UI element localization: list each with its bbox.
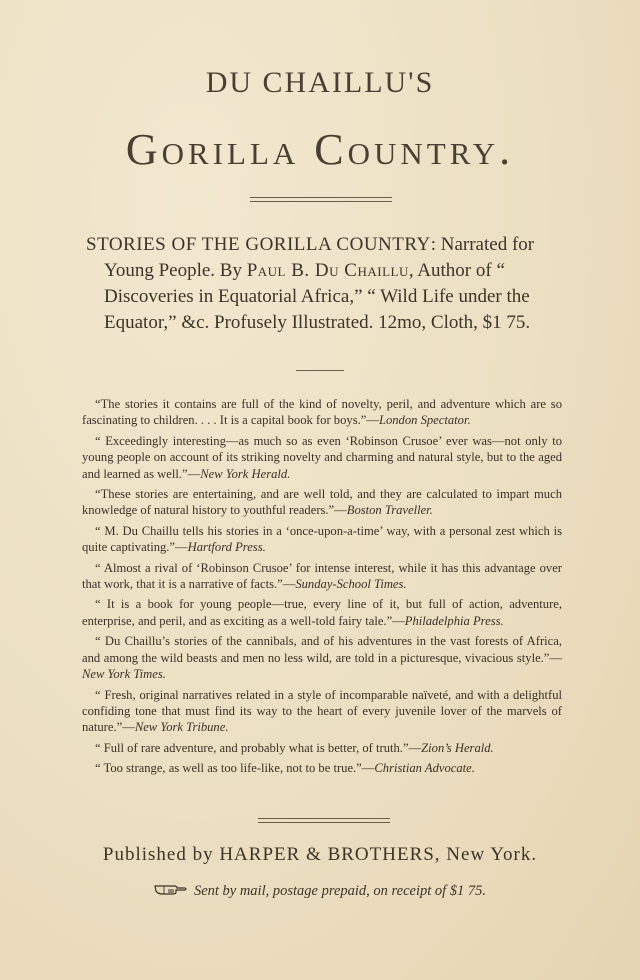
review-source: Christian Advocate. <box>374 761 475 776</box>
description-author: Paul B. Du Chaillu <box>246 260 409 281</box>
review-quote: “The stories it contains are full of the kind of novelty, peril, and adventure which are so fascinating to children. . . . It is a capital book for boys.”— <box>82 397 562 428</box>
review-source: New York Times. <box>82 667 166 682</box>
footer-divider <box>258 818 390 823</box>
review-item <box>82 433 562 482</box>
review-item <box>82 687 562 736</box>
review-quote: “ Du Chaillu’s stories of the cannibals, and of his adventures in the vast forests of Africa, and among the wild beasts and men no less wild, are told in a picturesque, vivacious style.”— <box>82 634 562 665</box>
publisher-line: Published by HARPER & BROTHERS, New York. <box>102 844 538 865</box>
mail-note <box>0 882 640 901</box>
review-quote: “ It is a book for young people—true, every line of it, but full of action, adventure, enterprise, and peril, and as exciting as a well-told fairy tale.”— <box>82 597 562 628</box>
review-source: London Spectator. <box>378 413 471 428</box>
mail-note-text: Sent by mail, postage prepaid, on receipt of $1 75. <box>193 882 487 899</box>
review-source: Sunday-School Times. <box>295 577 407 592</box>
review-quote: “ Too strange, as well as too life-like, not to be true.”— <box>95 761 375 776</box>
review-quote: “These stories are entertaining, and are well told, and they are calculated to impart much knowledge of natural history to youthful readers.”— <box>82 487 562 518</box>
book-description <box>86 232 568 336</box>
review-source: New York Tribune. <box>134 720 229 735</box>
book-title: Gorilla Country. <box>125 125 515 174</box>
author-heading: DU CHAILLU'S <box>205 66 435 99</box>
description-text: : Narrated for Young People. By <box>104 234 535 281</box>
review-quote: “ Exceedingly interesting—as much so as even ‘Robinson Crusoe’ ever was—not only to young people on account of its striking novelty and charming and natural style, but to the aged and learned as well.”— <box>82 433 562 481</box>
review-source: Hartford Press. <box>187 540 266 555</box>
description-rest: , Author of “ Discoveries in Equatorial Africa,” “ Wild Life under the Equator,” &c. Profusely Illustrated. 12mo, Cloth, $1 75. <box>104 260 531 333</box>
review-item <box>82 560 562 593</box>
review-source: Zion’s Herald. <box>421 740 494 755</box>
review-item <box>82 486 562 519</box>
pointing-hand-icon <box>154 882 188 901</box>
reviews-list <box>82 396 562 781</box>
review-item <box>82 633 562 682</box>
review-quote: “ M. Du Chaillu tells his stories in a ‘once-upon-a-time’ way, with a personal zest which is quite captivating.”— <box>82 523 562 555</box>
review-source: Boston Traveller. <box>346 503 433 518</box>
review-item <box>82 523 562 556</box>
review-item <box>82 396 562 429</box>
review-quote: “ Full of rare adventure, and probably what is better, of truth.”— <box>95 740 422 755</box>
review-item <box>82 596 562 629</box>
review-source: Philadelphia Press. <box>404 613 504 628</box>
description-heading: STORIES OF THE GORILLA COUNTRY <box>86 234 431 255</box>
review-item <box>82 760 562 776</box>
description-divider <box>296 370 344 371</box>
review-quote: “ Almost a rival of ‘Robinson Crusoe’ for intense interest, while it has this advantage over that work, that it is a narrative of facts.”— <box>82 560 562 592</box>
review-quote: “ Fresh, original narratives related in a style of incomparable naïveté, and with a delightful confiding tone that must find its way to the heart of every juvenile lover of the marvels of nature.”— <box>82 687 562 735</box>
review-item <box>82 740 562 756</box>
title-divider <box>250 197 392 202</box>
review-source: New York Herald. <box>200 466 291 481</box>
